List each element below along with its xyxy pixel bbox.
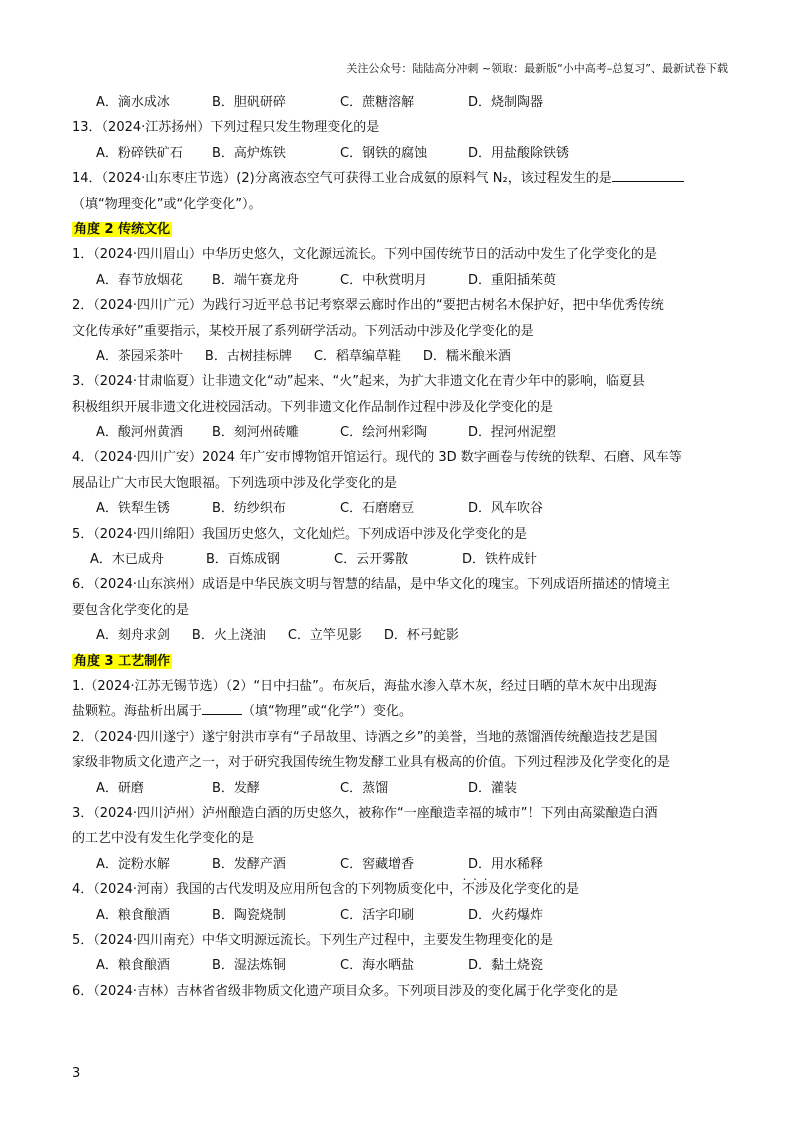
section-heading [72,649,732,674]
option-c: C．窖藏增香 [340,856,415,872]
question-14-text: 14．（2024·山东枣庄节选）(2)分离液态空气可获得工业合成氨的原料气 N₂，该过程发生的是 [72,171,612,187]
option-b: B．纺纱织布 [212,501,286,517]
question-stem: 1.（2024·江苏无锡节选）（2）“日中扫盐”。布灰后，海盐水渗入草木灰，经过日晒的草木灰中出现海 [72,678,657,694]
option-d: D．杯弓蛇影 [383,628,459,644]
option-b: B．发酵 [212,780,260,796]
question-stem: 6．（2024·山东滨州）成语是中华民族文明与智慧的结晶，是中华文化的瑰宝。下列成语所描述的情境主 [72,577,670,593]
question-stem: 6．（2024·吉林）吉林省省级非物质文化遗产项目众多。下列项目涉及的变化属于化学变化的是 [72,983,618,999]
answer-blank[interactable] [202,700,242,715]
option-a: A．刻舟求剑 [96,628,170,644]
question-stem-cont: 的工艺中没有发生化学变化的是 [72,831,255,847]
question-stem-cont: 要包含化学变化的是 [72,602,190,618]
option-a: A．淀粉水解 [96,856,170,872]
option-a: A．木已成舟 [90,552,164,568]
option-c: C．中秋赏明月 [340,272,428,288]
option-d: D．用水稀释 [468,856,544,872]
page-number: 3 [72,1066,81,1081]
options-row [72,623,732,648]
option-b: B．陶瓷烧制 [212,907,286,923]
options-row [72,903,732,928]
question-14-stem-cont: （填“物理变化”或“化学变化”）。 [72,196,262,212]
document-body [72,90,732,1004]
option-d: D．用盐酸除铁锈 [468,145,570,161]
section-3-label: 角度 3 工艺制作 [74,653,171,669]
page-header: 关注公众号：陆陆高分冲刺 ~领取：最新版“小中高考–总复习”、最新试卷下载 [346,62,728,75]
options-row [72,141,732,166]
question-stem: 2．（2024·四川遂宁）遂宁射洪市享有“子昂故里、诗酒之乡”的美誉，当地的蒸馏酒传统酿造技艺是国 [72,729,658,745]
option-b: B．刻河州砖雕 [212,425,299,441]
options-row [72,496,732,521]
option-a: A．粮食酿酒 [96,907,170,923]
option-a: A．粮食酿酒 [96,958,170,974]
section-heading [72,217,732,242]
question-stem [72,877,732,902]
option-b: B．胆矾研碎 [212,95,286,110]
option-c: C．活字印刷 [340,907,415,923]
options-row [72,90,732,115]
question-stem-cont: 文化传承好”重要指示，某校开展了系列研学活动。下列活动中涉及化学变化的是 [72,323,534,339]
option-b: B．高炉炼铁 [212,145,286,161]
option-d: D．灌装 [468,780,518,796]
option-c: C．石磨磨豆 [340,501,415,517]
option-a: A．研磨 [96,780,144,796]
question-text: 盐颗粒。海盐析出属于 [72,704,203,720]
option-d: D．捏河州泥塑 [468,425,557,441]
option-c: C．钢铁的腐蚀 [340,145,428,161]
question-stem: 3．（2024·四川泸州）泸州酿造白酒的历史悠久，被称作“一座酿造幸福的城市”！下列由高粱酿造白酒 [72,805,658,821]
option-c: C．绘河州彩陶 [340,425,428,441]
option-c: C．云开雾散 [334,552,409,568]
option-a: A．茶园采茶叶 [96,348,183,364]
option-d: D．火药爆炸 [468,907,544,923]
option-b: B．火上浇油 [191,628,266,644]
options-row [72,420,732,445]
options-row [72,852,732,877]
question-stem-cont: 展品让广大市民大饱眼福。下列选项中涉及化学变化的是 [72,475,398,491]
options-row [72,547,732,572]
option-b: B．百炼成钢 [206,552,280,568]
option-a: A．铁犁生锈 [96,501,170,517]
option-d: D．烧制陶器 [468,95,544,110]
option-d: D．风车吹谷 [468,501,544,517]
question-stem: 5．（2024·四川南充）中华文明源远流长。下列生产过程中，主要发生物理变化的是 [72,932,553,948]
question-stem: 1．（2024·四川眉山）中华历史悠久，文化源远流长。下列中国传统节日的活动中发生了化学变化的是 [72,247,657,263]
question-stem: 3．（2024·甘肃临夏）让非遗文化“动”起来、“火”起来，为扩大非遗文化在青少年中的影响，临夏县 [72,374,645,390]
option-a: A．春节放烟花 [96,272,183,288]
question-stem: 2．（2024·四川广元）为践行习近平总书记考察翠云廊时作出的“要把古树名木保护好，把中华优秀传统 [72,298,664,314]
emphasis-text: • • • 不涉及 [462,877,501,902]
section-2-label: 角度 2 传统文化 [74,221,171,237]
option-b: B．端午赛龙舟 [212,272,299,288]
option-a: A．粉碎铁矿石 [96,145,183,161]
option-b: B．湿法炼铜 [212,958,286,974]
question-text: 化学变化的是 [501,882,580,898]
option-b: B．发酵产酒 [212,856,286,872]
question-text: 4．（2024·河南）我国的古代发明及应用所包含的下列物质变化中， [72,882,462,898]
question-stem: 4．（2024·四川广安）2024 年广安市博物馆开馆运行。现代的 3D 数字画卷与传统的铁犁、石磨、风车等 [72,450,682,466]
option-d: D．黏土烧瓷 [468,958,544,974]
answer-blank[interactable] [612,167,684,182]
question-stem-cont [72,699,732,724]
option-b: B．古树挂标牌 [204,348,292,364]
option-c: C．蒸馏 [340,780,389,796]
options-row [72,953,732,978]
question-stem-cont: 积极组织开展非遗文化进校园活动。下列非遗文化作品制作过程中涉及化学变化的是 [72,399,554,415]
option-c: C．稻草编草鞋 [313,348,401,364]
option-d: D．重阳插茱萸 [468,272,557,288]
option-c: C．海水晒盐 [340,958,415,974]
option-d: D．糯米酿米酒 [422,348,511,364]
options-row [72,268,732,293]
question-stem: 5．（2024·四川绵阳）我国历史悠久，文化灿烂。下列成语中涉及化学变化的是 [72,526,527,542]
question-stem-cont: 家级非物质文化遗产之一，对于研究我国传统生物发酵工业具有极高的价值。下列过程涉及化学变化的是 [72,755,671,771]
option-a: A．酸河州黄酒 [96,425,183,441]
option-c: C．立竿见影 [287,628,362,644]
question-text: （填“物理”或“化学”）变化。 [242,704,412,720]
options-row [72,776,732,801]
question-14-stem [72,166,732,191]
question-13-stem: 13．（2024·江苏扬州）下列过程只发生物理变化的是 [72,120,380,136]
option-d: D．铁杵成针 [462,552,538,568]
option-a: A．滴水成冰 [96,95,170,110]
options-row [72,344,732,369]
option-c: C．蔗糖溶解 [340,95,415,110]
